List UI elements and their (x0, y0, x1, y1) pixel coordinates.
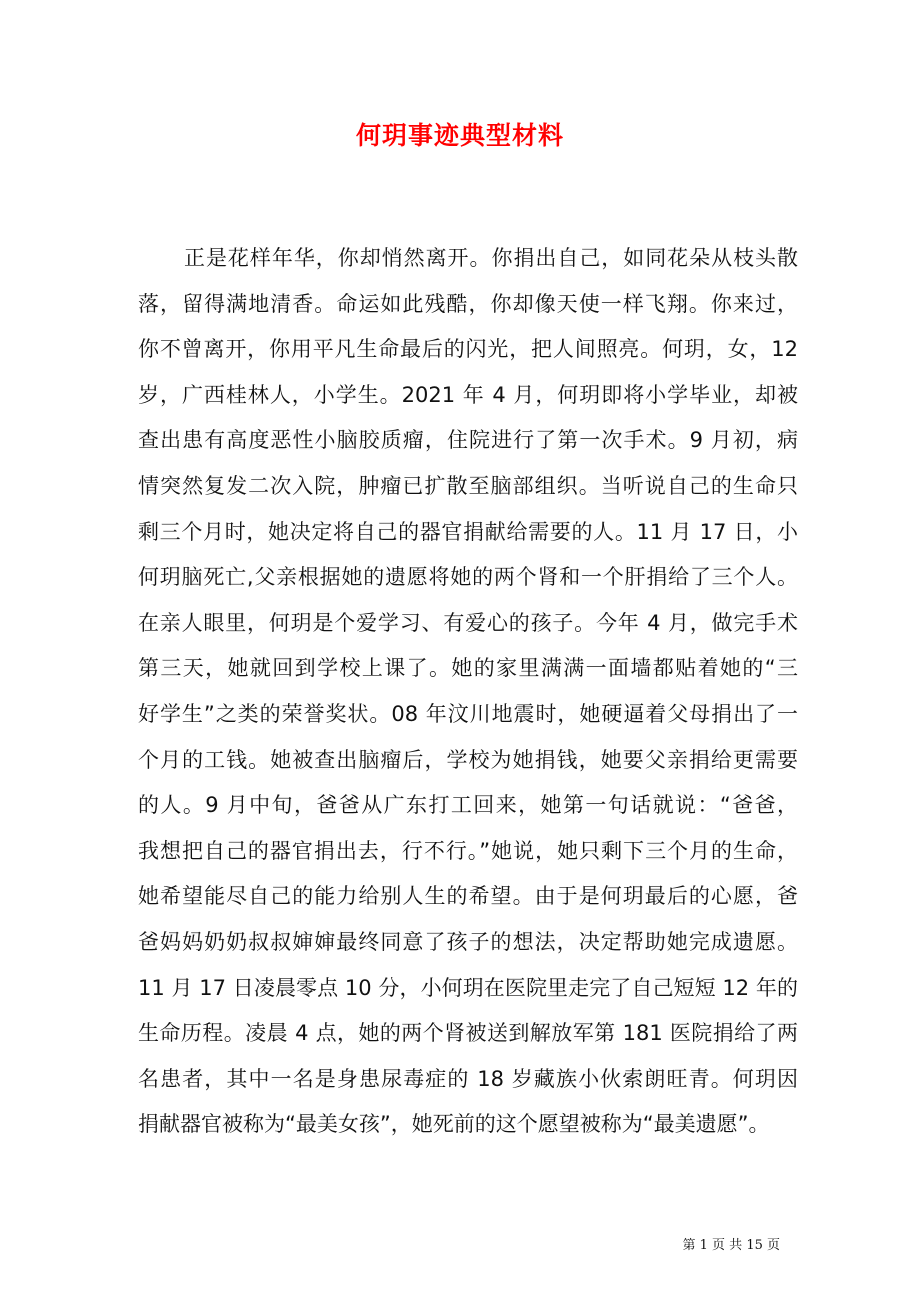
body-line: 的人。9 月中旬，爸爸从广东打工回来，她第一句话就说：“爸爸， (138, 793, 798, 818)
body-line: 在亲人眼里，何玥是个爱学习、有爱心的孩子。今年 4 月，做完手术 (138, 610, 798, 635)
body-line: 正是花样年华，你却悄然离开。你捐出自己，如同花朵从枝头散 (184, 246, 798, 270)
body-line: 何玥脑死亡,父亲根据她的遗愿将她的两个肾和一个肝捐给了三个人。 (138, 565, 798, 590)
body-line: 好学生”之类的荣誉奖状。08 年汶川地震时，她硬逼着父母捐出了一 (138, 701, 798, 726)
body-line: 11 月 17 日凌晨零点 10 分，小何玥在医院里走完了自己短短 12 年的 (138, 975, 798, 1000)
body-line: 我想把自己的器官捐出去，行不行。”她说，她只剩下三个月的生命， (138, 838, 798, 863)
body-line: 个月的工钱。她被查出脑瘤后，学校为她捐钱，她要父亲捐给更需要 (138, 747, 798, 772)
document-title: 何玥事迹典型材料 (355, 121, 564, 150)
body-line: 名患者，其中一名是身患尿毒症的 18 岁藏族小伙索朗旺青。何玥因 (138, 1066, 798, 1091)
body-line: 查出患有高度恶性小脑胶质瘤，住院进行了第一次手术。9 月初，病 (138, 428, 798, 453)
body-line: 你不曾离开，你用平凡生命最后的闪光，把人间照亮。何玥，女，12 (138, 337, 798, 362)
body-line: 爸妈妈奶奶叔叔婶婶最终同意了孩子的想法，决定帮助她完成遗愿。 (138, 929, 798, 954)
body-paragraph (138, 236, 798, 1148)
body-line: 第三天，她就回到学校上课了。她的家里满满一面墙都贴着她的“三 (138, 656, 798, 681)
body-line: 她希望能尽自己的能力给别人生的希望。由于是何玥最后的心愿，爸 (138, 884, 798, 909)
body-line: 捐献器官被称为“最美女孩”，她死前的这个愿望被称为“最美遗愿”。 (138, 1112, 770, 1137)
body-line: 岁，广西桂林人，小学生。2021 年 4 月，何玥即将小学毕业，却被 (138, 382, 798, 407)
body-line: 剩三个月时，她决定将自己的器官捐献给需要的人。11 月 17 日，小 (138, 519, 798, 544)
body-line: 落，留得满地清香。命运如此残酷，你却像天使一样飞翔。你来过， (138, 291, 798, 316)
body-line: 生命历程。凌晨 4 点，她的两个肾被送到解放军第 181 医院捐给了两 (138, 1021, 798, 1046)
page-number: 第 1 页 共 15 页 (682, 1238, 780, 1253)
body-line: 情突然复发二次入院，肿瘤已扩散至脑部组织。当听说自己的生命只 (138, 473, 798, 498)
